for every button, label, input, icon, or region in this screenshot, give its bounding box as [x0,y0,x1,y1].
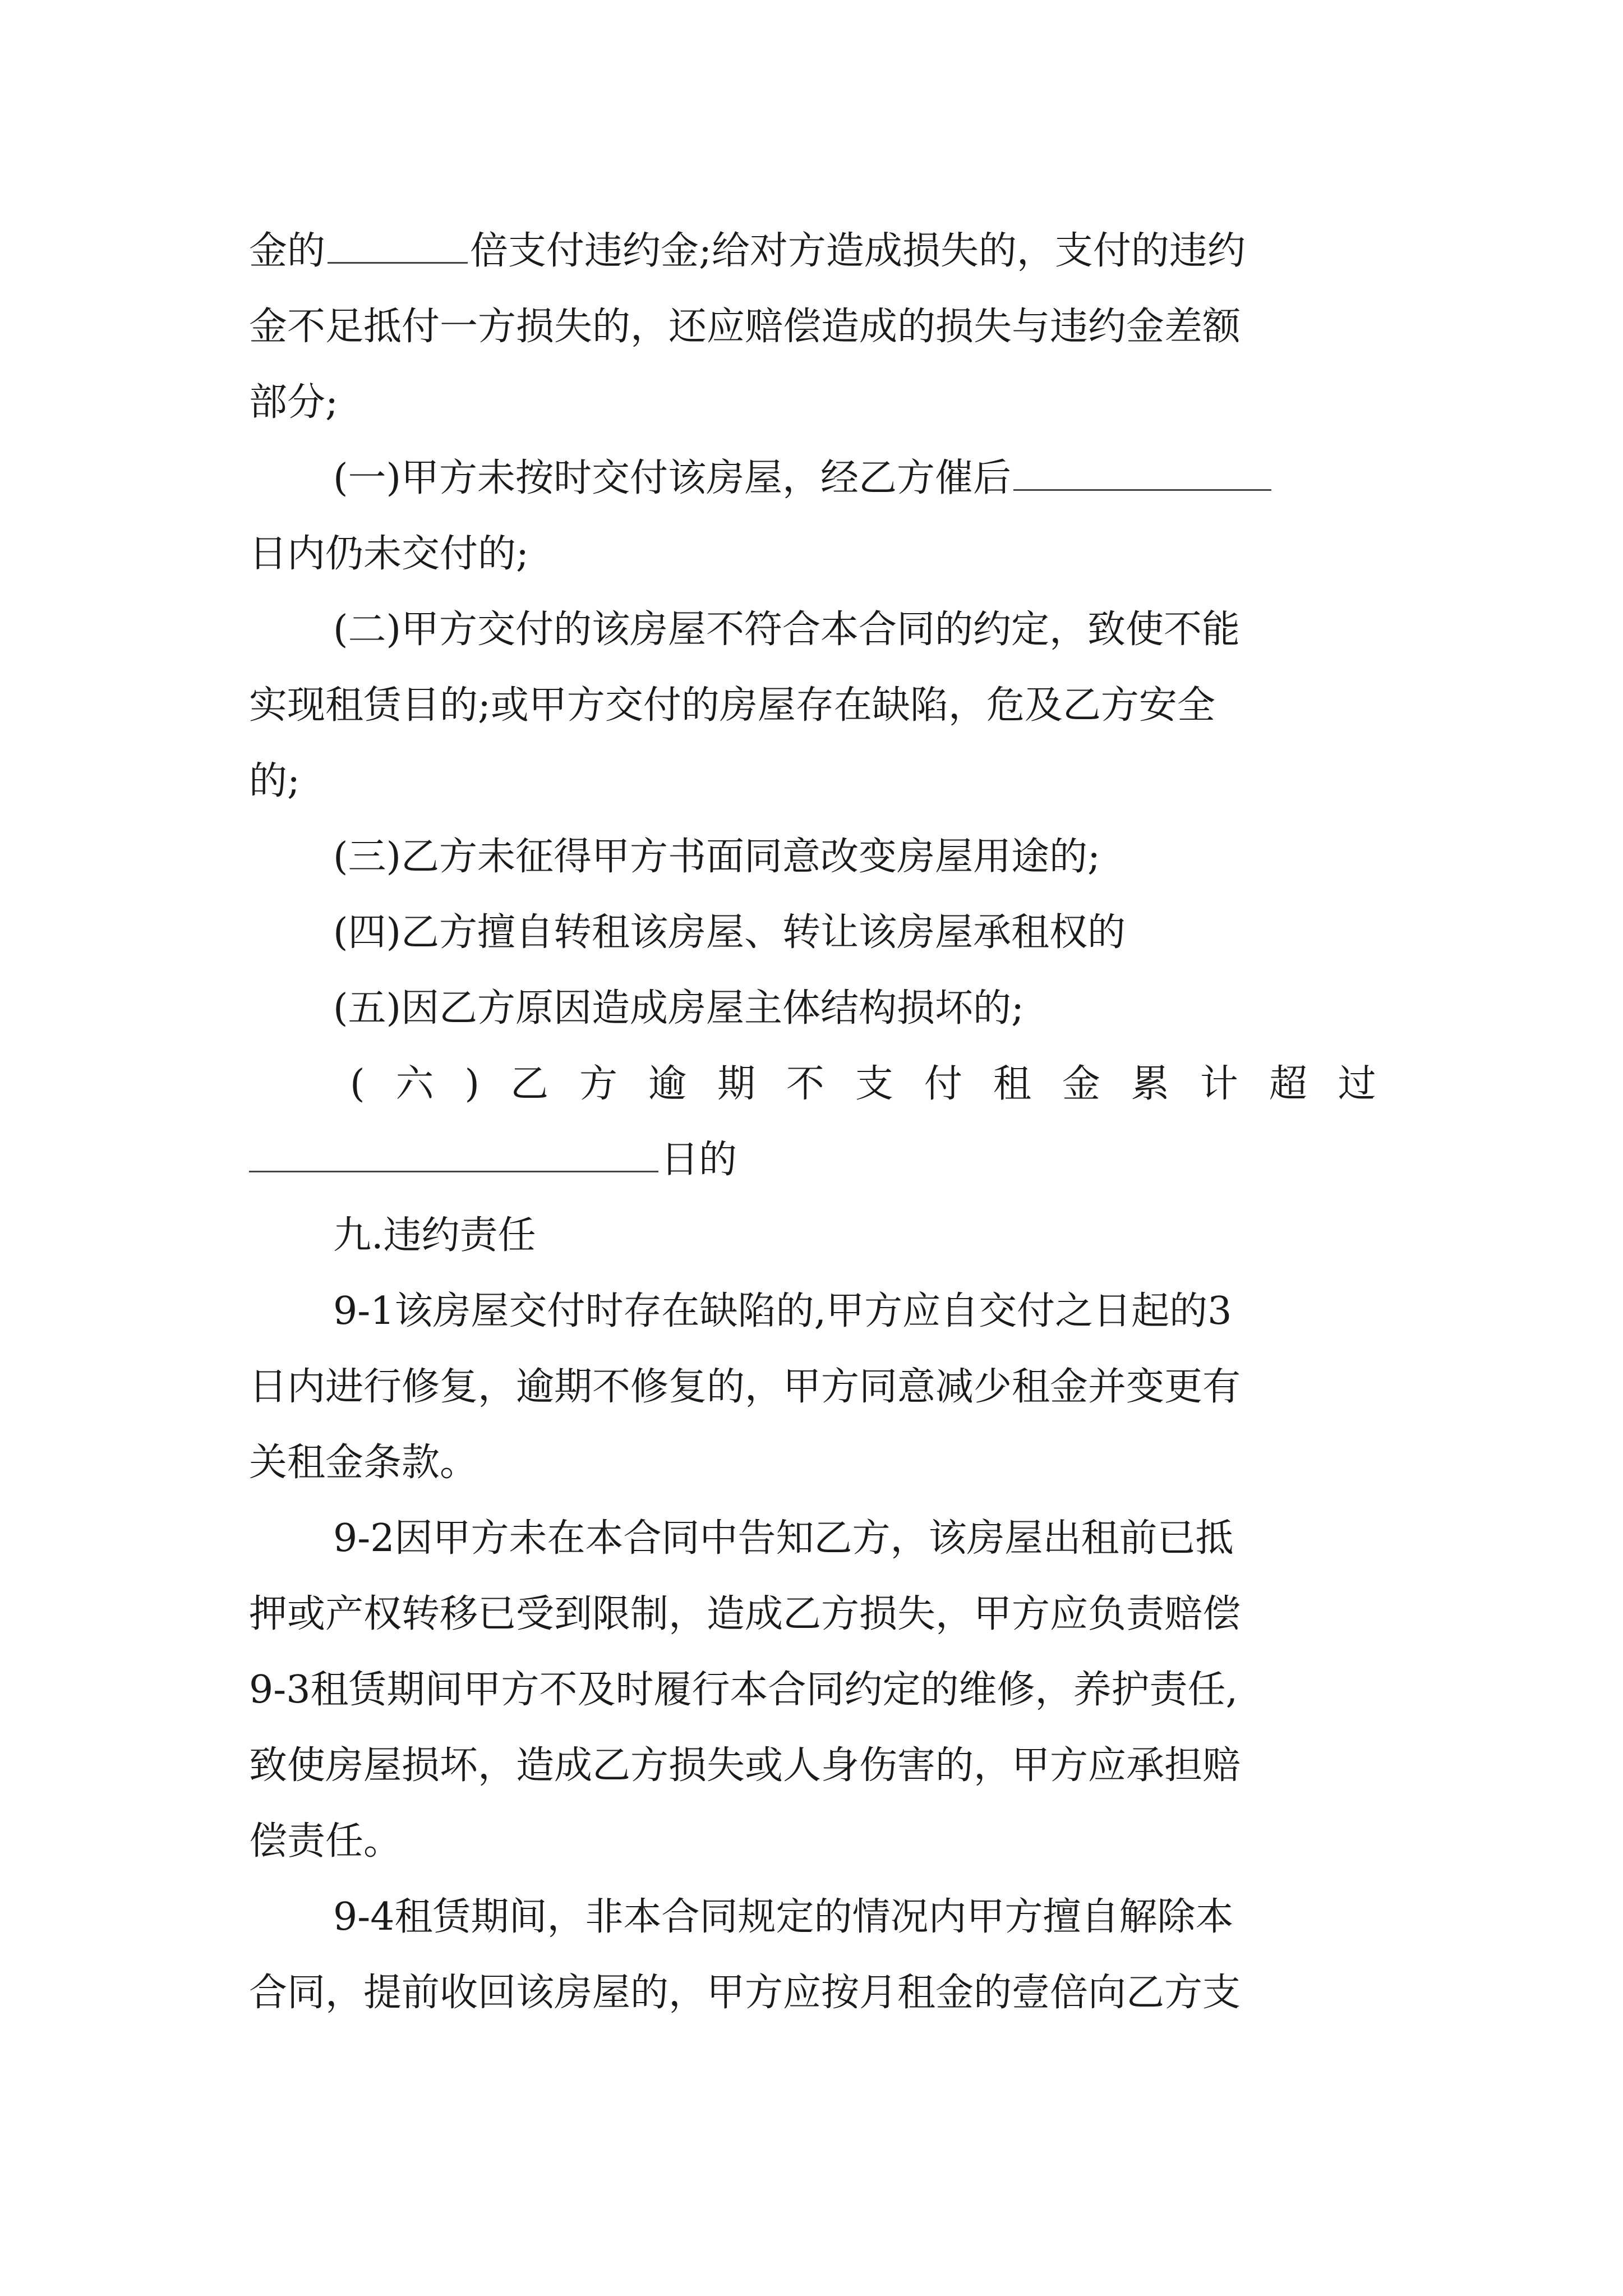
clause-6-char: 六 [395,1062,434,1106]
days-blank-1[interactable] [1013,450,1271,491]
clause-6-char: 逾 [648,1062,686,1106]
item-9-2-line-1: 9-2因甲方未在本合同中告知乙方，该房屋出租前已抵 [333,1516,1234,1561]
clause-6-char: 金 [1062,1062,1100,1106]
clause-6-text: 日的 [661,1138,737,1182]
item-9-4-line-1: 9-4租赁期间，非本合同规定的情况内甲方擅自解除本 [333,1895,1234,1939]
clause-6-char: 累 [1131,1062,1169,1106]
clause-3: (三)乙方未征得甲方书面同意改变房屋用途的; [333,835,1100,879]
intro-line-2: 金不足抵付一方损失的，还应赔偿造成的损失与违约金差额 [249,305,1241,349]
days-blank-2[interactable] [249,1131,658,1172]
item-9-1-line-2: 日内进行修复，逾期不修复的，甲方同意减少租金并变更有 [249,1365,1241,1409]
item-9-3-line-1: 9-3租赁期间甲方不及时履行本合同约定的维修，养护责任, [249,1668,1238,1712]
clause-6-char: 乙 [510,1062,548,1106]
clause-6-char: 不 [786,1062,824,1106]
item-9-2-line-2: 押或产权转移已受到限制，造成乙方损失，甲方应负责赔偿 [249,1592,1241,1636]
intro-text-a: 金的 [249,229,326,273]
section-9-title: 九.违约责任 [333,1213,536,1258]
clause-6-char: 付 [924,1062,962,1106]
clause-2-line-3: 的; [249,759,300,803]
clause-6-line-1 [249,1046,1376,1122]
clause-6-char: ) [464,1062,480,1106]
multiplier-blank[interactable] [328,223,468,264]
clause-6-char: 计 [1200,1062,1238,1106]
clause-6-char: 超 [1269,1062,1307,1106]
clause-2-line-1: (二)甲方交付的该房屋不符合本合同的约定，致使不能 [333,608,1241,652]
item-9-3-line-2: 致使房屋损坏，造成乙方损失或人身伤害的，甲方应承担赔 [249,1743,1241,1788]
intro-line-1 [249,213,1376,289]
clause-6-char: 租 [993,1062,1031,1106]
clause-6-char: 过 [1338,1062,1376,1106]
clause-4: (四)乙方擅自转租该房屋、转让该房屋承租权的 [333,910,1126,955]
document-page [249,213,1376,2031]
clause-5: (五)因乙方原因造成房屋主体结构损坏的; [333,986,1024,1030]
clause-1-line-2: 日内仍未交付的; [249,532,529,576]
clause-6-char: ( [350,1062,365,1106]
item-9-3-line-3: 偿责任。 [249,1819,402,1864]
item-9-1-line-1: 9-1该房屋交付时存在缺陷的,甲方应自交付之日起的3 [333,1289,1232,1333]
intro-line-3: 部分; [249,380,338,425]
clause-6-char: 方 [579,1062,617,1106]
item-9-4-line-2: 合同，提前收回该房屋的，甲方应按月租金的壹倍向乙方支 [249,1971,1241,2015]
intro-text-b: 倍支付违约金;给对方造成损失的，支付的违约 [470,229,1246,273]
clause-1-text: (一)甲方未按时交付该房屋，经乙方催后 [333,456,1012,500]
clause-2-line-2: 实现租赁目的;或甲方交付的房屋存在缺陷，危及乙方安全 [249,683,1215,728]
clause-1-line-1 [249,440,1376,516]
clause-6-char: 期 [717,1062,755,1106]
clause-6-line-2 [249,1122,1376,1198]
clause-6-char: 支 [855,1062,893,1106]
item-9-1-line-3: 关租金条款。 [249,1441,478,1485]
